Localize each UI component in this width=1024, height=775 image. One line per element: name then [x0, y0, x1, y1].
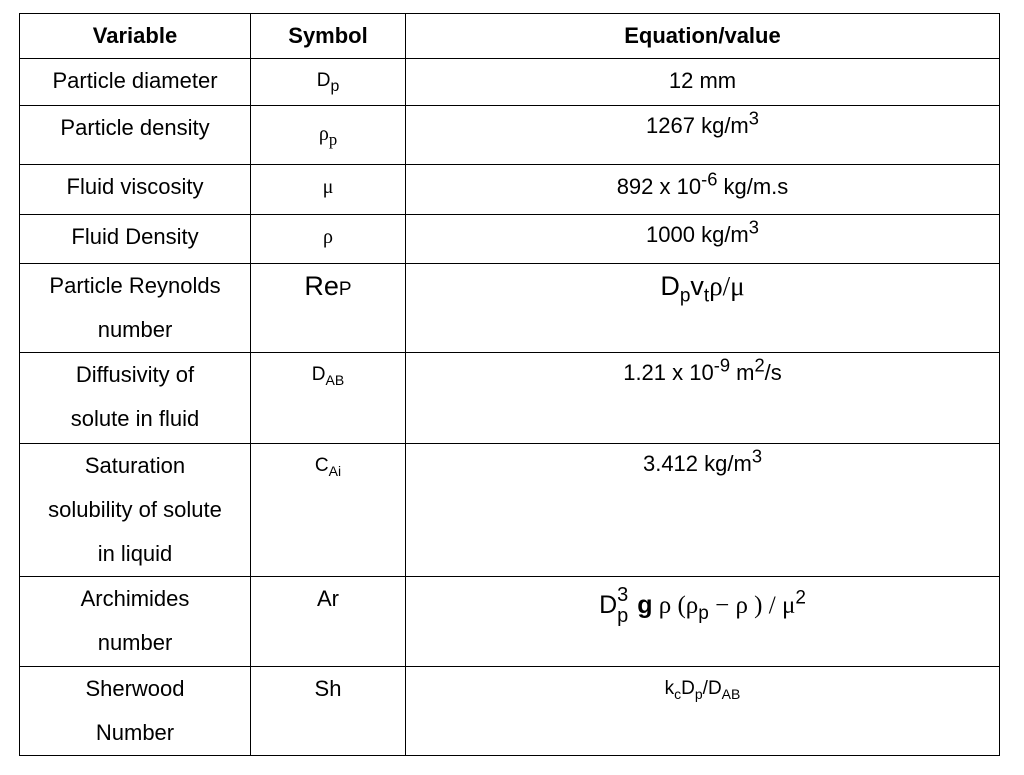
variable-cell: Diffusivity of solute in fluid — [20, 353, 251, 444]
header-symbol: Symbol — [251, 14, 406, 59]
variable-cell: Particle diameter — [20, 59, 251, 106]
variable-cell: Fluid Density — [20, 215, 251, 264]
value-cell: 1000 $kg/m^3$ — [406, 215, 1000, 264]
value-cell: 1267 $kg/m^3$ — [406, 106, 1000, 165]
value-cell: 12 mm — [406, 59, 1000, 106]
symbol-cell: $D_{AB}$ — [251, 353, 406, 444]
symbol-cell: μ — [251, 165, 406, 215]
variable-cell: Saturation solubility of solute in liquid — [20, 444, 251, 577]
table-row — [20, 264, 1000, 353]
header-variable: Variable — [20, 14, 251, 59]
table-row — [20, 444, 1000, 577]
table-row — [20, 215, 1000, 264]
table-row — [20, 59, 1000, 106]
variables-table — [19, 13, 1000, 756]
symbol-cell: $C_{Ai}$ — [251, 444, 406, 577]
table-row — [20, 165, 1000, 215]
table-row — [20, 577, 1000, 667]
variable-cell: Archimides number — [20, 577, 251, 667]
symbol-cell: ρ — [251, 215, 406, 264]
value-cell: 3.412 $kg/m^3$ — [406, 444, 1000, 577]
variable-cell: Particle density — [20, 106, 251, 165]
table-row — [20, 667, 1000, 756]
equation-cell: D 3 p g ρ ($\rho_p - \rho$ ) / $\mu^2$ — [406, 577, 1000, 667]
equation-cell: $k_cD_p/D_{AB}$ — [406, 667, 1000, 756]
value-cell: 892 x $10^{-6}$ kg/m.s — [406, 165, 1000, 215]
symbol-cell: ReP — [251, 264, 406, 353]
symbol-cell: Ar — [251, 577, 406, 667]
equation-cell: $D_pv_t\rho/\mu$ — [406, 264, 1000, 353]
header-row — [20, 14, 1000, 59]
table-row — [20, 353, 1000, 444]
header-equation: Equation/value — [406, 14, 1000, 59]
table-row — [20, 106, 1000, 165]
variable-cell: Particle Reynolds number — [20, 264, 251, 353]
symbol-cell: Sh — [251, 667, 406, 756]
variable-cell: Fluid viscosity — [20, 165, 251, 215]
symbol-cell: $\rho_p$ — [251, 106, 406, 165]
value-cell: 1.21 x $10^{-9}$ $m^2/s$ — [406, 353, 1000, 444]
symbol-cell: $D_p$ — [251, 59, 406, 106]
variable-cell: Sherwood Number — [20, 667, 251, 756]
